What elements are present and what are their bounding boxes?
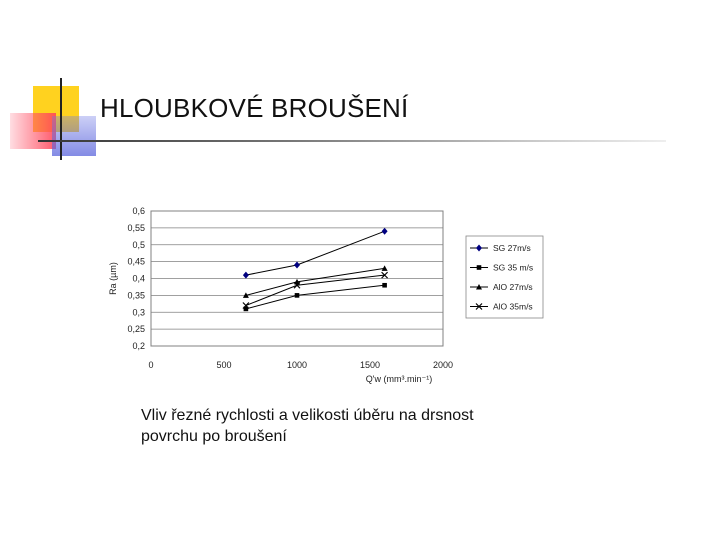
y-tick-label: 0,55 [127,222,145,233]
legend-label-2: SG 35 m/s [493,262,534,273]
legend-marker-2 [477,265,482,270]
y-tick-label: 0,2 [132,341,145,351]
decor-blue-square [52,116,96,156]
y-tick-label: 0,25 [127,324,145,335]
y-tick-label: 0,6 [132,206,145,216]
title-underline [38,140,666,142]
data-point-series-2 [382,283,387,288]
x-axis-label: Q'w (mm³.min⁻¹) [365,374,433,384]
slide-title: HLOUBKOVÉ BROUŠENÍ [100,93,409,123]
y-tick-label: 0,3 [132,307,145,318]
slide-caption [141,405,561,447]
decor-vertical-line [60,78,62,160]
y-axis-label: Ra (µm) [108,262,118,295]
x-tick-label: 2000 [432,360,454,370]
y-tick-label: 0,35 [127,290,145,301]
caption-line-2: povrchu po broušení [141,428,287,445]
decor-red-square [10,113,56,149]
caption-line-1: Vliv řezné rychlosti a velikosti úběru na drsnost [141,407,474,424]
roughness-line-chart [90,198,560,393]
y-tick-label: 0,5 [132,239,145,250]
legend-label-1: SG 27m/s [493,243,531,253]
x-tick-label: 1000 [286,360,308,370]
x-tick-label: 1500 [359,360,381,370]
y-tick-label: 0,45 [127,256,145,267]
x-tick-label: 500 [216,360,232,370]
x-tick-label: 0 [148,360,154,370]
y-tick-label: 0,4 [132,273,145,284]
data-point-series-2 [295,293,300,298]
legend-label-4: AlO 35m/s [493,301,533,312]
legend-label-3: AlO 27m/s [493,282,533,292]
